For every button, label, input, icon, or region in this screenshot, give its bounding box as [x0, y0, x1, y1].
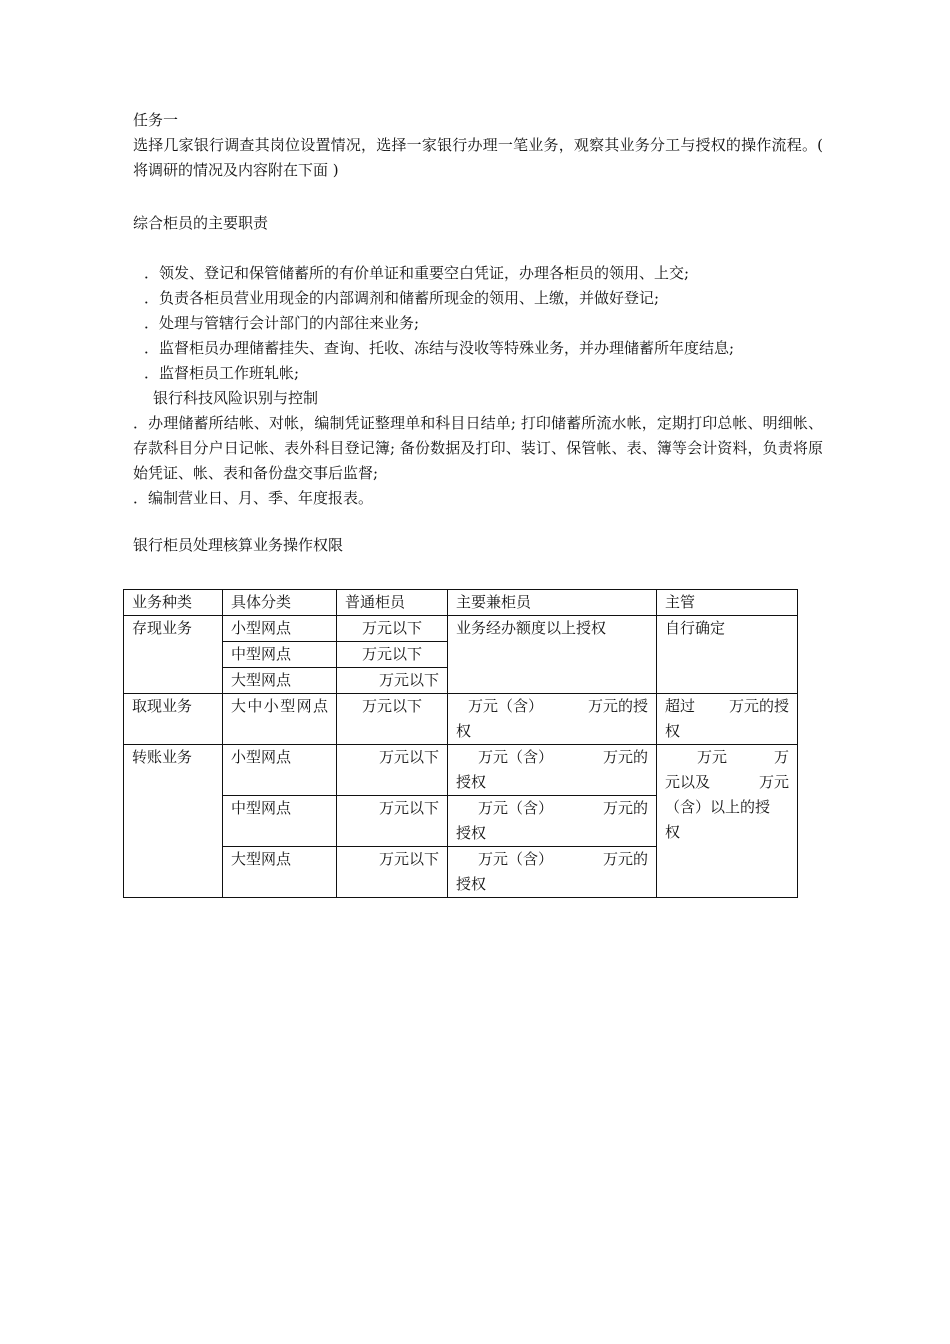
supervisor-cell: [657, 694, 798, 745]
supervisor-line: [665, 745, 789, 770]
normal-teller-cell: 万元以下: [337, 668, 448, 694]
amount-text: 万元的授: [728, 697, 789, 715]
duty-list: [133, 261, 823, 511]
list-item-text: 领发、登记和保管储蓄所的有价单证和重要空白凭证，办理各柜员的领用、上交;: [159, 264, 690, 282]
list-item: [138, 336, 823, 361]
amount-text: 万元（含）: [468, 697, 544, 715]
bullet: ．: [144, 364, 160, 382]
list-item: [133, 486, 823, 511]
normal-teller-cell: 万元以下: [337, 616, 448, 642]
main-teller-cell: [448, 694, 657, 745]
bullet: ．: [133, 414, 149, 432]
main-teller-line: [456, 694, 648, 719]
amount-text: 万元（含）: [478, 850, 554, 868]
supervisor-cell: 自行确定: [657, 616, 798, 694]
category-cell: 小型网点: [223, 616, 337, 642]
task-title: 任务一: [133, 111, 179, 129]
header-cell: 具体分类: [223, 590, 337, 616]
spacer: [133, 183, 823, 208]
risk-title: 银行科技风险识别与控制: [153, 389, 319, 407]
amount-text: 万元的授: [587, 697, 648, 715]
list-item: [138, 361, 823, 386]
list-item-text: 监督柜员工作班轧帐;: [159, 364, 300, 382]
amount-text: 万元的: [602, 748, 648, 766]
amount-text: （含）以上的授: [665, 798, 771, 816]
category-text: 大中小型网点: [231, 697, 328, 715]
bullet: ．: [133, 489, 149, 507]
amount-text: 超过: [665, 697, 696, 715]
document-body: [133, 108, 823, 558]
table-row: [124, 745, 798, 796]
business-type-cell: 取现业务: [124, 694, 223, 745]
task-description: 选择几家银行调查其岗位设置情况，选择一家银行办理一笔业务，观察其业务分工与授权的操作流程。( 将调研的情况及内容附在下面 ): [133, 136, 823, 179]
category-cell: 小型网点: [223, 745, 337, 796]
main-teller-cell: [448, 847, 657, 898]
section-title: 综合柜员的主要职责: [133, 214, 269, 232]
main-teller-line: [456, 745, 648, 770]
main-teller-cell: [448, 796, 657, 847]
list-item: [138, 261, 823, 286]
amount-text: 权: [665, 823, 681, 841]
normal-teller-cell: 万元以下: [337, 745, 448, 796]
amount-text: 万: [773, 748, 789, 766]
table-title: 银行柜员处理核算业务操作权限: [133, 536, 344, 554]
business-type-cell: 存现业务: [124, 616, 223, 694]
normal-teller-cell: 万元以下: [337, 847, 448, 898]
supervisor-line: [665, 770, 789, 795]
bullet: ．: [144, 314, 160, 332]
category-cell: 大型网点: [223, 847, 337, 898]
header-cell: 业务种类: [124, 590, 223, 616]
amount-text: 万元的: [602, 850, 648, 868]
list-item-text: 处理与管辖行会计部门的内部往来业务;: [159, 314, 420, 332]
amount-text: 授权: [456, 773, 487, 791]
amount-text: 万元: [758, 773, 789, 791]
amount-text: 万元: [697, 748, 728, 766]
list-item-text: 负责各柜员营业用现金的内部调剂和储蓄所现金的领用、上缴，并做好登记;: [159, 289, 660, 307]
normal-teller-cell: 万元以下: [337, 796, 448, 847]
list-item-text: 编制营业日、月、季、年度报表。: [148, 489, 374, 507]
supervisor-line: [665, 694, 789, 719]
header-cell: 普通柜员: [337, 590, 448, 616]
business-type-cell: 转账业务: [124, 745, 223, 898]
category-cell: 中型网点: [223, 796, 337, 847]
amount-text: 万元（含）: [478, 799, 554, 817]
category-cell: [223, 694, 337, 745]
amount-text: 万元的: [602, 799, 648, 817]
supervisor-cell: [657, 745, 798, 898]
header-cell: 主要兼柜员: [448, 590, 657, 616]
amount-text: 权: [665, 722, 681, 740]
main-teller-cell: [448, 745, 657, 796]
table-row: [124, 616, 798, 642]
header-cell: 主管: [657, 590, 798, 616]
main-teller-line: [456, 796, 648, 821]
list-item: [138, 311, 823, 336]
main-teller-cell: 业务经办额度以上授权: [448, 616, 657, 694]
amount-text: 权: [456, 722, 472, 740]
list-item-text: 监督柜员办理储蓄挂失、查询、托收、冻结与没收等特殊业务，并办理储蓄所年度结息;: [159, 339, 735, 357]
main-teller-line: [456, 847, 648, 872]
normal-teller-cell: 万元以下: [337, 694, 448, 745]
authority-table: [123, 589, 798, 898]
bullet: ．: [144, 289, 160, 307]
list-item: [138, 286, 823, 311]
normal-teller-cell: 万元以下: [337, 642, 448, 668]
bullet: ．: [144, 264, 160, 282]
amount-text: 授权: [456, 875, 487, 893]
list-item: [133, 411, 823, 486]
amount-text: 万元（含）: [478, 748, 554, 766]
category-cell: 大型网点: [223, 668, 337, 694]
table-header-row: [124, 590, 798, 616]
table-row: [124, 694, 798, 745]
bullet: ．: [144, 339, 160, 357]
amount-text: 元以及: [665, 773, 711, 791]
category-cell: 中型网点: [223, 642, 337, 668]
list-item-text: 办理储蓄所结帐、对帐，编制凭证整理单和科目日结单; 打印储蓄所流水帐，定期打印总帐、明细帐、存款科目分户日记帐、表外科目登记簿; 备份数据及打印、装订、保管帐、表、簿等会计资料，负责将原始凭证、帐、表和备份盘交事后监督;: [133, 414, 823, 482]
amount-text: 授权: [456, 824, 487, 842]
